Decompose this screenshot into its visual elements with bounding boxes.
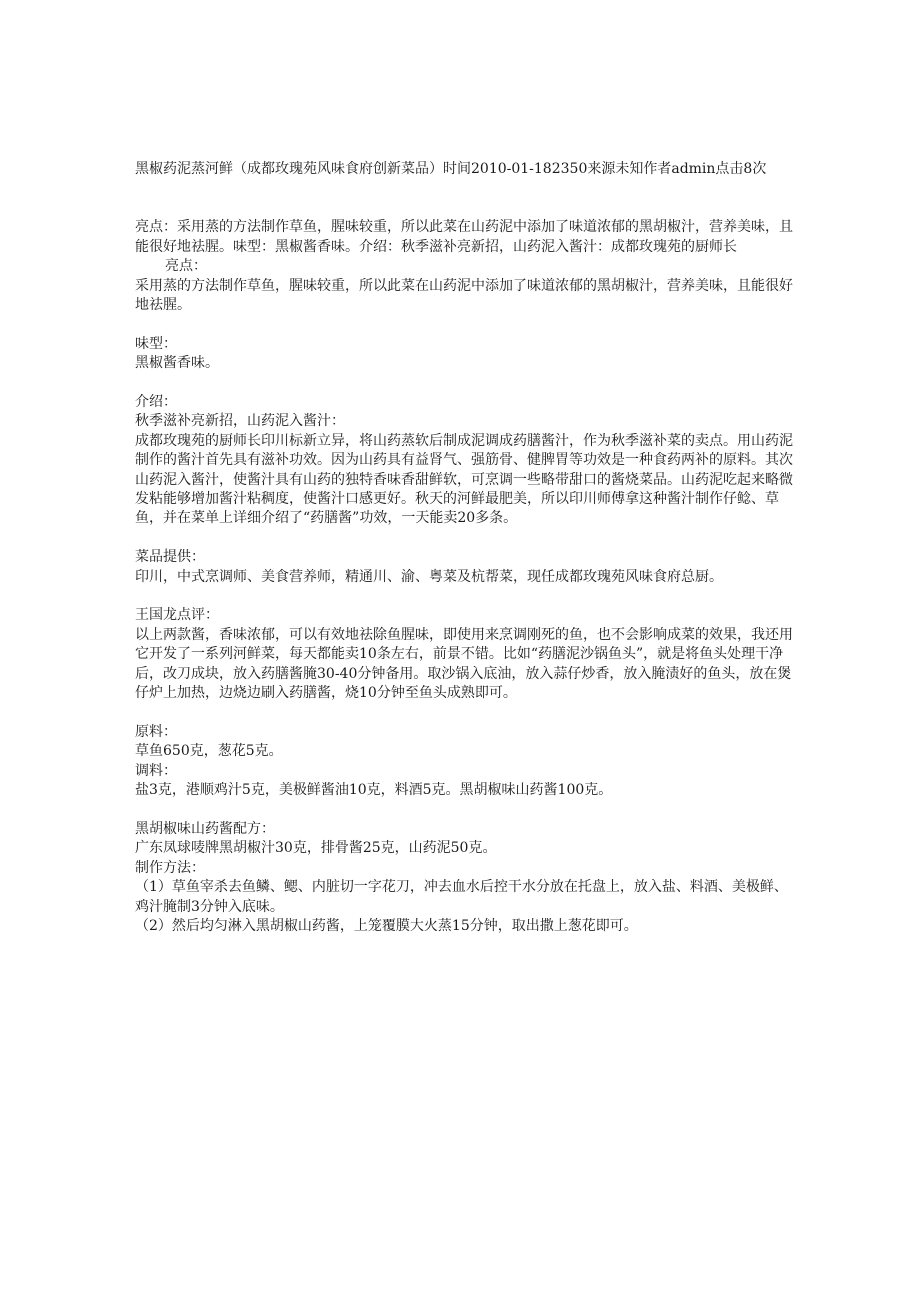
highlight-label: 亮点： [165,258,207,275]
summary-paragraph: 亮点：采用蒸的方法制作草鱼，腥味较重，所以此菜在山药泥中添加了味道浓郁的黑胡椒汁，营养美味，且能很好地祛腥。味型：黑椒酱香味。介绍：秋季滋补亮新招，山药泥入酱汁：成都玫瑰苑的厨师长 [135,219,793,255]
provider-label: 菜品提供： [135,549,205,566]
ingredients-label: 原料： [135,723,177,740]
spacer [135,315,795,334]
spacer [135,801,795,820]
review-label: 王国龙点评： [135,607,219,624]
method-step: （2）然后均匀淋入黑胡椒山药酱，上笼覆膜大火蒸15分钟，取出撒上葱花即可。 [135,917,638,934]
intro-text: 成都玫瑰苑的厨师长印川标新立异，将山药蒸软后制成泥调成药膳酱汁，作为秋季滋补菜的卖点。用山药泥制作的酱汁首先具有滋补功效。因为山药具有益肾气、强筋骨、健脾胃等功效是一种食药两补的原料。其次山药泥入酱汁，使酱汁具有山药的独特香味香甜鲜软，可烹调一些略带甜口的酱烧菜品。山药泥吃起来略微发粘能够增加酱汁粘稠度，使酱汁口感更好。秋天的河鲜最肥美，所以印川师傅拿这种酱汁制作仔鲶、草鱼，并在菜单上详细介绍了“药膳酱”功效，一天能卖20多条。 [135,432,793,527]
recipe-label: 黑胡椒味山药酱配方： [135,820,275,837]
provider-text: 印川，中式烹调师、美食营养师，精通川、渝、粤菜及杭帮菜，现任成都玫瑰苑风味食府总厨。 [135,568,723,585]
flavor-label: 味型： [135,335,177,352]
method-label: 制作方法： [135,859,205,876]
ingredients-text: 草鱼650克，葱花5克。 [135,743,283,760]
document-body [135,160,795,936]
seasoning-label: 调料： [135,762,177,779]
intro-label: 介绍： [135,394,177,411]
highlight-text: 采用蒸的方法制作草鱼，腥味较重，所以此菜在山药泥中添加了味道浓郁的黑胡椒汁，营养美味，且能很好地祛腥。 [135,277,793,314]
method-step: （1）草鱼宰杀去鱼鳞、鳃、内脏切一字花刀，冲去血水后控干水分放在托盘上，放入盐、料酒、美极鲜、鸡汁腌制3分钟入底味。 [135,879,788,915]
review-text: 以上两款酱，香味浓郁，可以有效地祛除鱼腥味，即使用来烹调刚死的鱼，也不会影响成菜的效果，我还用它开发了一系列河鲜菜，每天都能卖10条左右，前景不错。比如“药膳泥沙锅鱼头”，就是将鱼头处理干净后，改刀成块，放入药膳酱腌30-40分钟备用。取沙锅入底油，放入蒜仔炒香，放入腌渍好的鱼头，放在煲仔炉上加热，边烧边刷入药膳酱，烧10分钟至鱼头成熟即可。 [135,626,793,702]
spacer [135,704,795,723]
spacer [135,587,795,606]
flavor-text: 黑椒酱香味。 [135,355,219,372]
article-title: 黑椒药泥蒸河鲜（成都玫瑰苑风味食府创新菜品）时间2010-01-182350来源未知作者admin点击8次 [135,161,767,177]
spacer [135,374,795,393]
intro-subtitle: 秋季滋补亮新招，山药泥入酱汁： [135,413,345,430]
seasoning-text: 盐3克，港顺鸡汁5克，美极鲜酱油10克，料酒5克。黑胡椒味山药酱100克。 [135,782,613,799]
recipe-text: 广东凤球唛牌黑胡椒汁30克，排骨酱25克，山药泥50克。 [135,840,497,857]
spacer [135,529,795,548]
